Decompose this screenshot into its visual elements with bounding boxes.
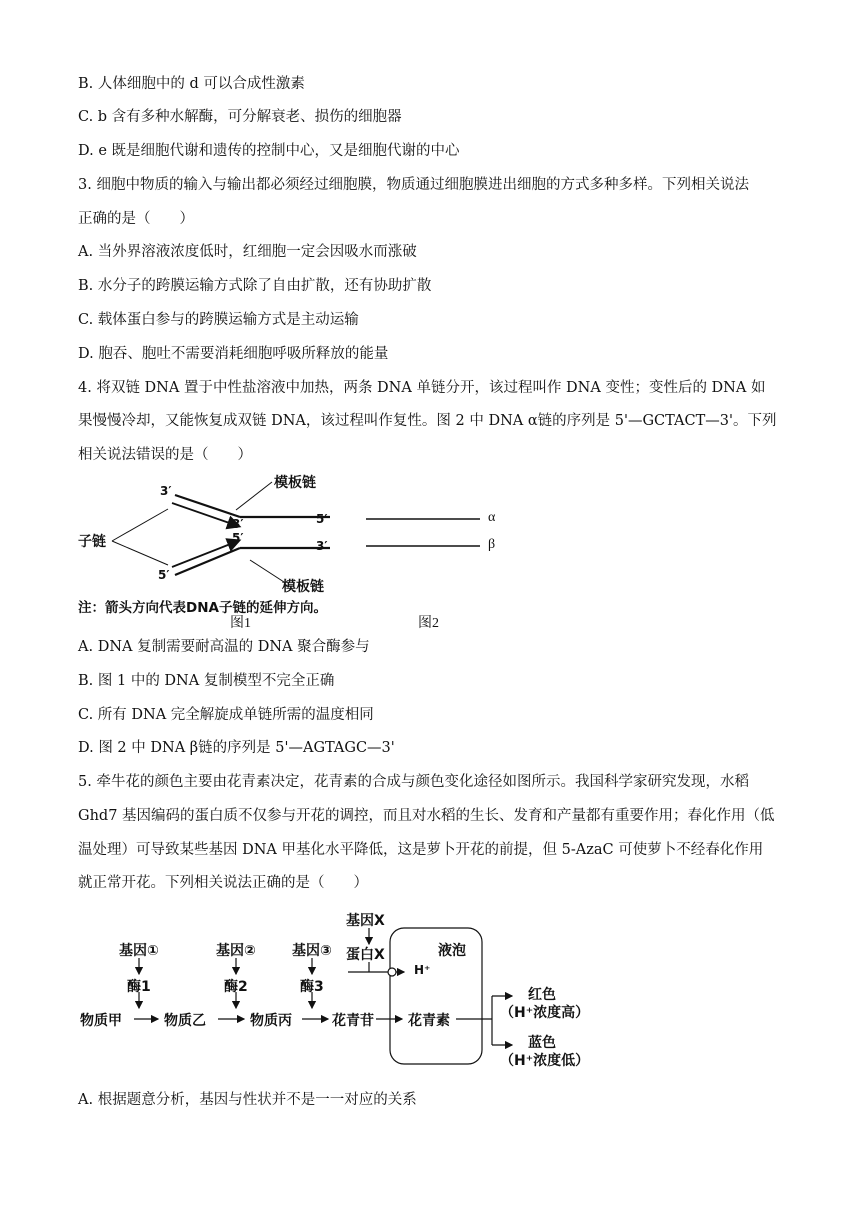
q3-option-b: B. 水分子的跨膜运输方式除了自由扩散，还有协助扩散 bbox=[78, 278, 432, 294]
enzyme-2-label: 酶2 bbox=[224, 979, 248, 995]
q3-option-c: C. 载体蛋白参与的跨膜运输方式是主动运输 bbox=[78, 312, 359, 328]
q4-stem-line3: 相关说法错误的是（ ） bbox=[78, 447, 252, 463]
substance-c-label: 物质丙 bbox=[250, 1013, 292, 1029]
gene-2-label: 基因② bbox=[216, 943, 256, 959]
fig1-note: 注：箭头方向代表DNA子链的延伸方向。 bbox=[78, 600, 327, 616]
anthocyanidin-glycoside-label: 花青苷 bbox=[332, 1013, 374, 1029]
fig1-template-strands bbox=[175, 495, 330, 575]
gene-x-label: 基因X bbox=[346, 913, 385, 929]
blue-label: 蓝色 bbox=[528, 1035, 556, 1051]
h-plus-label: H⁺ bbox=[414, 963, 431, 977]
q2-option-b: B. 人体细胞中的 d 可以合成性激素 bbox=[78, 76, 305, 92]
gene-3-label: 基因③ bbox=[292, 943, 332, 959]
enzyme-1-label: 酶1 bbox=[127, 979, 151, 995]
proton-pump-icon bbox=[388, 968, 396, 976]
protein-x-label: 蛋白X bbox=[346, 947, 385, 963]
fig1-end-3-right: 3′ bbox=[316, 539, 328, 553]
fig1-end-5-right: 5′ bbox=[316, 512, 328, 526]
q4-option-b: B. 图 1 中的 DNA 复制模型不完全正确 bbox=[78, 673, 335, 689]
red-label: 红色 bbox=[528, 987, 556, 1003]
q5-stem-line2: Ghd7 基因编码的蛋白质不仅参与开花的调控，而且对水稻的生长、发育和产量都有重要作用；春化作用（低 bbox=[78, 808, 775, 824]
fig1-daughter-label: 子链 bbox=[78, 534, 106, 550]
fig1-caption: 图1 bbox=[230, 616, 251, 631]
q5-option-a: A. 根据题意分析，基因与性状并不是一一对应的关系 bbox=[78, 1092, 417, 1108]
substance-a-label: 物质甲 bbox=[80, 1013, 122, 1029]
q4-option-a: A. DNA 复制需要耐高温的 DNA 聚合酶参与 bbox=[78, 639, 370, 655]
q4-option-d: D. 图 2 中 DNA β链的序列是 5'—AGTAGC—3' bbox=[78, 740, 395, 756]
q2-option-c: C. b 含有多种水解酶，可分解衰老、损伤的细胞器 bbox=[78, 109, 402, 125]
fig1-label-pointers bbox=[112, 482, 284, 582]
enzyme-3-label: 酶3 bbox=[300, 979, 324, 995]
fig1-template-label-bottom: 模板链 bbox=[282, 579, 324, 595]
q2-option-d: D. e 既是细胞代谢和遗传的控制中心，又是细胞代谢的中心 bbox=[78, 143, 460, 159]
fig2-alpha-label: α bbox=[488, 510, 496, 525]
q4-stem-line2: 果慢慢冷却，又能恢复成双链 DNA，该过程叫作复性。图 2 中 DNA α链的序列是 5'—GCTACT—3'。下列 bbox=[78, 413, 777, 429]
vacuole-box bbox=[390, 928, 482, 1064]
substance-b-label: 物质乙 bbox=[164, 1013, 206, 1029]
fig1-end-5-mid: 5′ bbox=[232, 531, 244, 545]
fig1-end-5-bottom: 5′ bbox=[158, 568, 170, 582]
q5-stem-line1: 5. 牵牛花的颜色主要由花青素决定，花青素的合成与颜色变化途径如图所示。我国科学家研究发现，水稻 bbox=[78, 774, 749, 790]
fig2-caption: 图2 bbox=[418, 616, 439, 631]
gene-1-label: 基因① bbox=[119, 943, 159, 959]
q3-option-a: A. 当外界溶液浓度低时，红细胞一定会因吸水而涨破 bbox=[78, 244, 417, 260]
red-condition-label: （H⁺浓度高） bbox=[500, 1005, 590, 1021]
vacuole-label: 液泡 bbox=[438, 943, 466, 959]
q4-option-c: C. 所有 DNA 完全解旋成单链所需的温度相同 bbox=[78, 707, 374, 723]
fig1-end-3-mid: 3′ bbox=[232, 517, 244, 531]
fig1-template-label-top: 模板链 bbox=[274, 475, 316, 491]
q5-stem-line3: 温处理）可导致某些基因 DNA 甲基化水平降低，这是萝卜开花的前提，但 5-AzaC 可使萝卜不经春化作用 bbox=[78, 842, 764, 858]
fig1-end-3-top: 3′ bbox=[160, 484, 172, 498]
q5-stem-line4: 就正常开花。下列相关说法正确的是（ ） bbox=[78, 875, 368, 891]
blue-condition-label: （H⁺浓度低） bbox=[500, 1053, 590, 1069]
q4-stem-line1: 4. 将双链 DNA 置于中性盐溶液中加热，两条 DNA 单链分开，该过程叫作 DNA 变性；变性后的 DNA 如 bbox=[78, 380, 766, 396]
q3-option-d: D. 胞吞、胞吐不需要消耗细胞呼吸所释放的能量 bbox=[78, 346, 389, 362]
fig2-beta-label: β bbox=[488, 537, 496, 552]
anthocyanin-label: 花青素 bbox=[408, 1013, 450, 1029]
q3-stem-line2: 正确的是（ ） bbox=[78, 211, 194, 227]
q3-stem-line1: 3. 细胞中物质的输入与输出都必须经过细胞膜，物质通过细胞膜进出细胞的方式多种多样。下列相关说法 bbox=[78, 177, 749, 193]
fig2-dna-strands bbox=[366, 519, 480, 546]
